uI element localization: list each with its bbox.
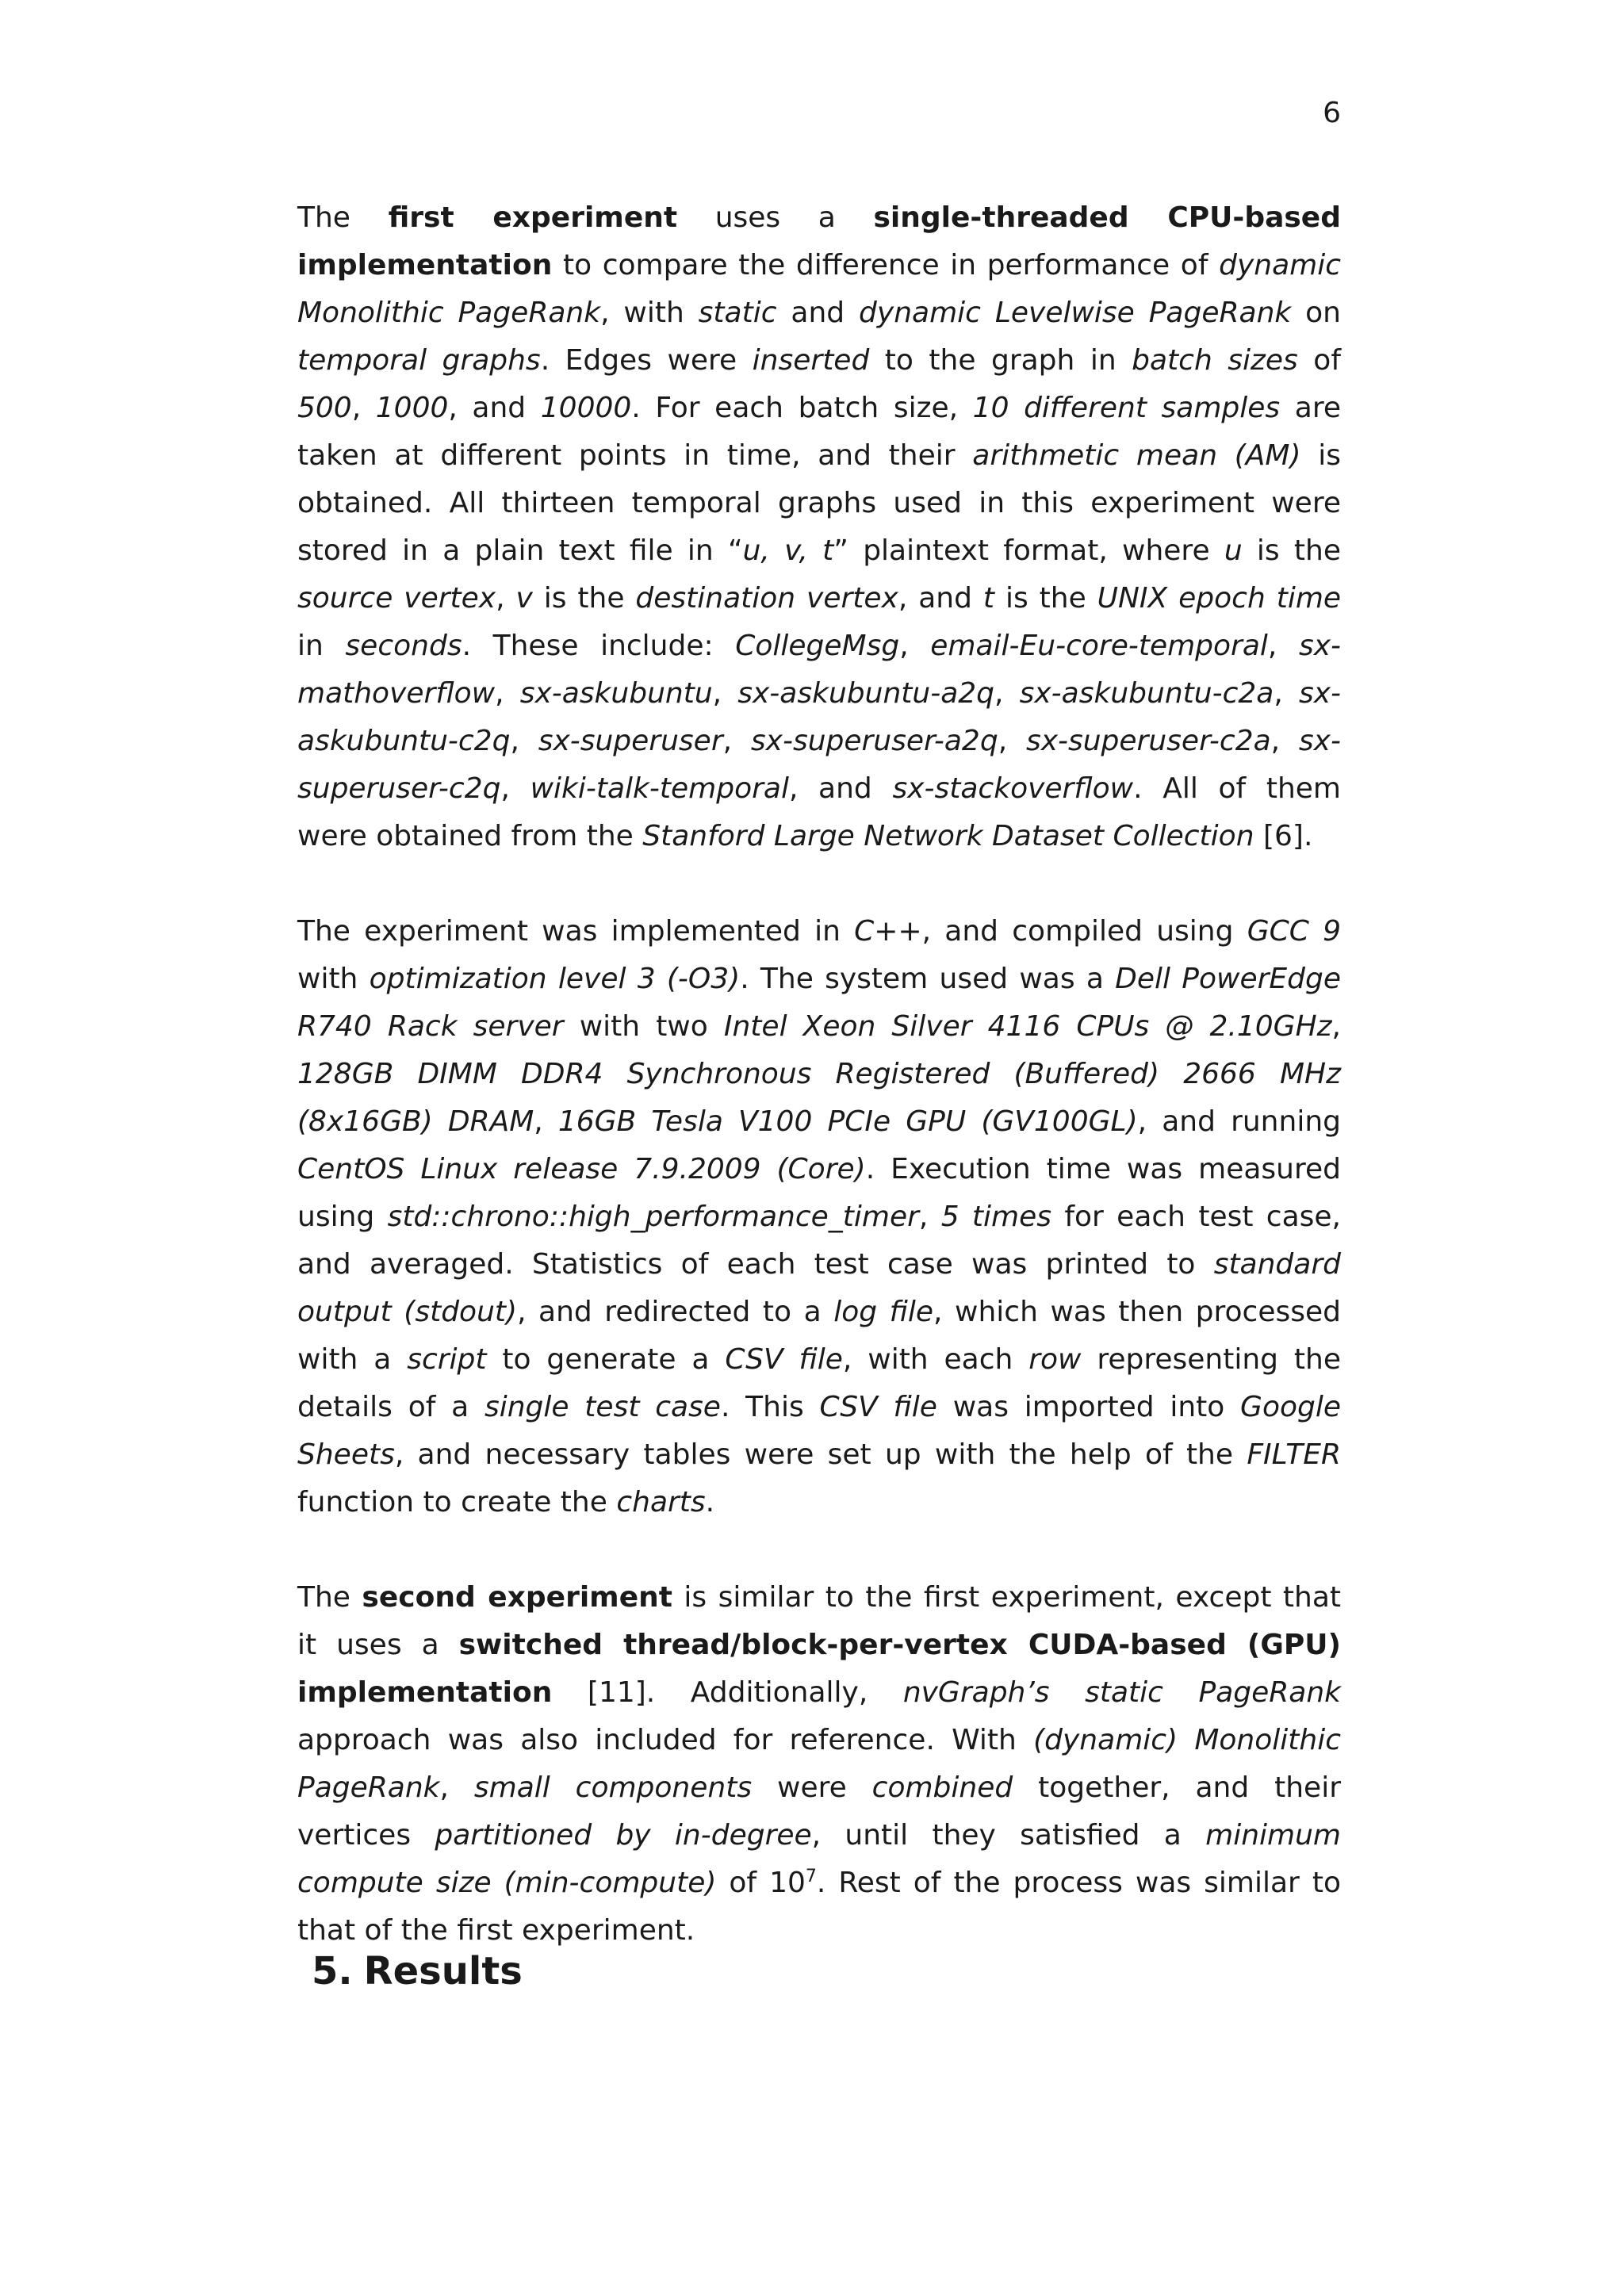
page-number: 6 [1323,97,1341,129]
text-run: , and [448,392,541,424]
text-run: The [297,201,389,234]
section-heading-results [312,1949,523,1995]
text-run: , [495,677,520,710]
italic-text: v [515,582,533,615]
italic-text: sx-stackoverflow [892,772,1134,805]
bold-text: second experiment [362,1581,672,1614]
italic-text: inserted [752,344,870,377]
italic-text: CSV file [725,1343,843,1376]
italic-text: C++ [854,915,922,948]
text-run: together, and their vertices [297,1771,1342,1852]
text-run: , and [898,582,983,615]
italic-text: Stanford Large Network Dataset Collection [642,820,1254,852]
italic-text: t [982,582,995,615]
text-run: , [1331,1010,1341,1043]
italic-text: nvGraph’s static PageRank [902,1676,1341,1709]
text-run: with [297,963,370,995]
text-run: to the graph in [869,344,1132,377]
italic-text: std::chrono::high_performance_timer [387,1201,919,1233]
italic-text: sx-superuser-a2q [750,725,998,757]
italic-text: destination vertex [635,582,898,615]
italic-text: minimum compute size (min-compute) [297,1819,1341,1899]
italic-text: Intel Xeon Silver 4116 CPUs @ 2.10GHz [723,1010,1332,1043]
text-run: is the [1242,534,1342,567]
italic-text: sx-mathoverflow [297,630,1342,710]
text-run: , [722,725,751,757]
text-run: . Rest of the process was similar to that of the first experiment. [297,1867,1341,1947]
text-run: [11]. Additionally, [552,1676,903,1709]
italic-text: sx-superuser-c2q [297,725,1341,805]
text-run: of 10 [716,1867,806,1899]
paragraph-experiment-two [297,1574,1341,1955]
italic-text: combined [871,1771,1013,1804]
text-run: , and running [1137,1105,1341,1138]
text-run: , [994,677,1020,710]
text-run: and [776,297,860,329]
italic-text: sx-askubuntu [519,677,713,710]
italic-text: sx-superuser-c2a [1025,725,1271,757]
italic-text: CollegeMsg [735,630,900,662]
bold-text: single-threaded CPU-based implementation [297,201,1341,281]
text-run: is obtained. All thirteen temporal graphs used in this experiment were stored in a plain text file in “ [297,439,1341,567]
text-run: The experiment was implemented in [297,915,855,948]
italic-text: 10000 [540,392,632,424]
text-run: is the [994,582,1097,615]
text-run: , [510,725,538,757]
text-run: in [297,630,346,662]
text-run: [6]. [1254,820,1313,852]
italic-text: static [698,297,777,329]
italic-text: FILTER [1247,1438,1341,1471]
italic-text: CSV file [819,1391,937,1423]
text-run: , [918,1201,941,1233]
bold-text: switched thread/block-per-vertex CUDA-based (GPU) implementation [297,1629,1341,1709]
italic-text: sx-askubuntu-c2a [1019,677,1274,710]
text-run: are taken at different points in time, and their [297,392,1342,472]
text-run: , until they satisfied a [811,1819,1206,1852]
italic-text: email-Eu-core-temporal [930,630,1268,662]
italic-text: u [1224,534,1243,567]
text-run: The [297,1581,362,1614]
text-run: of [1297,344,1341,377]
text-run: . Edges were [540,344,753,377]
text-run: , [712,677,738,710]
italic-text: Dell PowerEdge R740 Rack server [297,963,1342,1043]
text-run: . These include: [462,630,736,662]
bold-text: first experiment [388,201,678,234]
paragraph-implementation-setup [297,908,1341,1526]
text-run: approach was also included for reference. With [297,1724,1034,1756]
paragraph-experiment-one [297,194,1341,860]
text-run: to generate a [486,1343,726,1376]
text-run: . All of them were obtained from the [297,772,1341,852]
italic-text: sx-askubuntu-a2q [737,677,995,710]
italic-text: u, v, t [742,534,834,567]
italic-text: 128GB DIMM DDR4 Synchronous Registered (Buffered) 2666 MHz (8x16GB) DRAM [297,1058,1341,1138]
italic-text: row [1028,1343,1082,1376]
italic-text: dynamic Levelwise PageRank [859,297,1292,329]
italic-text: source vertex [297,582,496,615]
text-run: is similar to the first experiment, except that it uses a [297,1581,1341,1661]
text-run: , and redirected to a [517,1296,834,1328]
text-run: were [752,1771,872,1804]
text-run: to compare the difference in performance of [552,249,1220,281]
section-title: Results [363,1949,523,1993]
text-run: , [439,1771,474,1804]
italic-text: CentOS Linux release 7.9.2009 (Core) [297,1153,866,1185]
italic-text: GCC 9 [1247,915,1341,948]
text-run: is the [532,582,636,615]
text-run: ” plaintext format, where [833,534,1224,567]
italic-text: log file [833,1296,934,1328]
text-run: , [998,725,1026,757]
text-run: , [1267,630,1299,662]
italic-text: 500 [297,392,352,424]
text-run: , [1270,725,1299,757]
italic-text: UNIX epoch time [1097,582,1342,615]
section-number: 5. [312,1949,353,1993]
text-run: . The system used was a [740,963,1116,995]
italic-text: temporal graphs [297,344,541,377]
italic-text: single test case [484,1391,721,1423]
text-run: , with each [842,1343,1029,1376]
text-run: , [899,630,931,662]
text-run: , and necessary tables were set up with the help of the [394,1438,1247,1471]
italic-text: dynamic Monolithic PageRank [297,249,1341,329]
text-run: , with [600,297,699,329]
body-text [297,194,1341,2002]
superscript: 7 [805,1867,817,1886]
text-run: , [1274,677,1299,710]
italic-text: charts [616,1486,706,1518]
italic-text: standard output (stdout) [297,1248,1341,1328]
italic-text: 16GB Tesla V100 PCIe GPU (GV100GL) [557,1105,1138,1138]
text-run: on [1291,297,1341,329]
italic-text: sx-superuser [538,725,723,757]
italic-text: small components [473,1771,753,1804]
italic-text: batch sizes [1132,344,1298,377]
text-run: , which was then processed with a [297,1296,1342,1376]
text-run: , and [788,772,893,805]
italic-text: 1000 [375,392,449,424]
text-run: , [500,772,530,805]
text-run: . [705,1486,715,1518]
text-run: function to create the [297,1486,617,1518]
italic-text: 10 different samples [972,392,1281,424]
text-run: . Execution time was measured using [297,1153,1341,1233]
text-run: . For each batch size, [631,392,973,424]
italic-text: sx-askubuntu-c2q [297,677,1341,757]
italic-text: script [407,1343,487,1376]
italic-text: Google Sheets [297,1391,1341,1471]
text-run: . This [720,1391,820,1423]
italic-text: partitioned by in-degree [435,1819,812,1852]
text-run: was imported into [936,1391,1241,1423]
italic-text: arithmetic mean (AM) [972,439,1301,472]
italic-text: seconds [345,630,462,662]
text-run: , [351,392,376,424]
text-run: , and compiled using [921,915,1247,948]
text-run: , [534,1105,558,1138]
italic-text: wiki-talk-temporal [530,772,789,805]
text-run: for each test case, and averaged. Statistics of each test case was printed to [297,1201,1341,1281]
text-run: , [496,582,516,615]
text-run: with two [563,1010,724,1043]
italic-text: (dynamic) Monolithic PageRank [297,1724,1341,1804]
text-run: uses a [677,201,874,234]
text-run: representing the details of a [297,1343,1341,1423]
italic-text: optimization level 3 (-O3) [369,963,741,995]
italic-text: 5 times [940,1201,1052,1233]
